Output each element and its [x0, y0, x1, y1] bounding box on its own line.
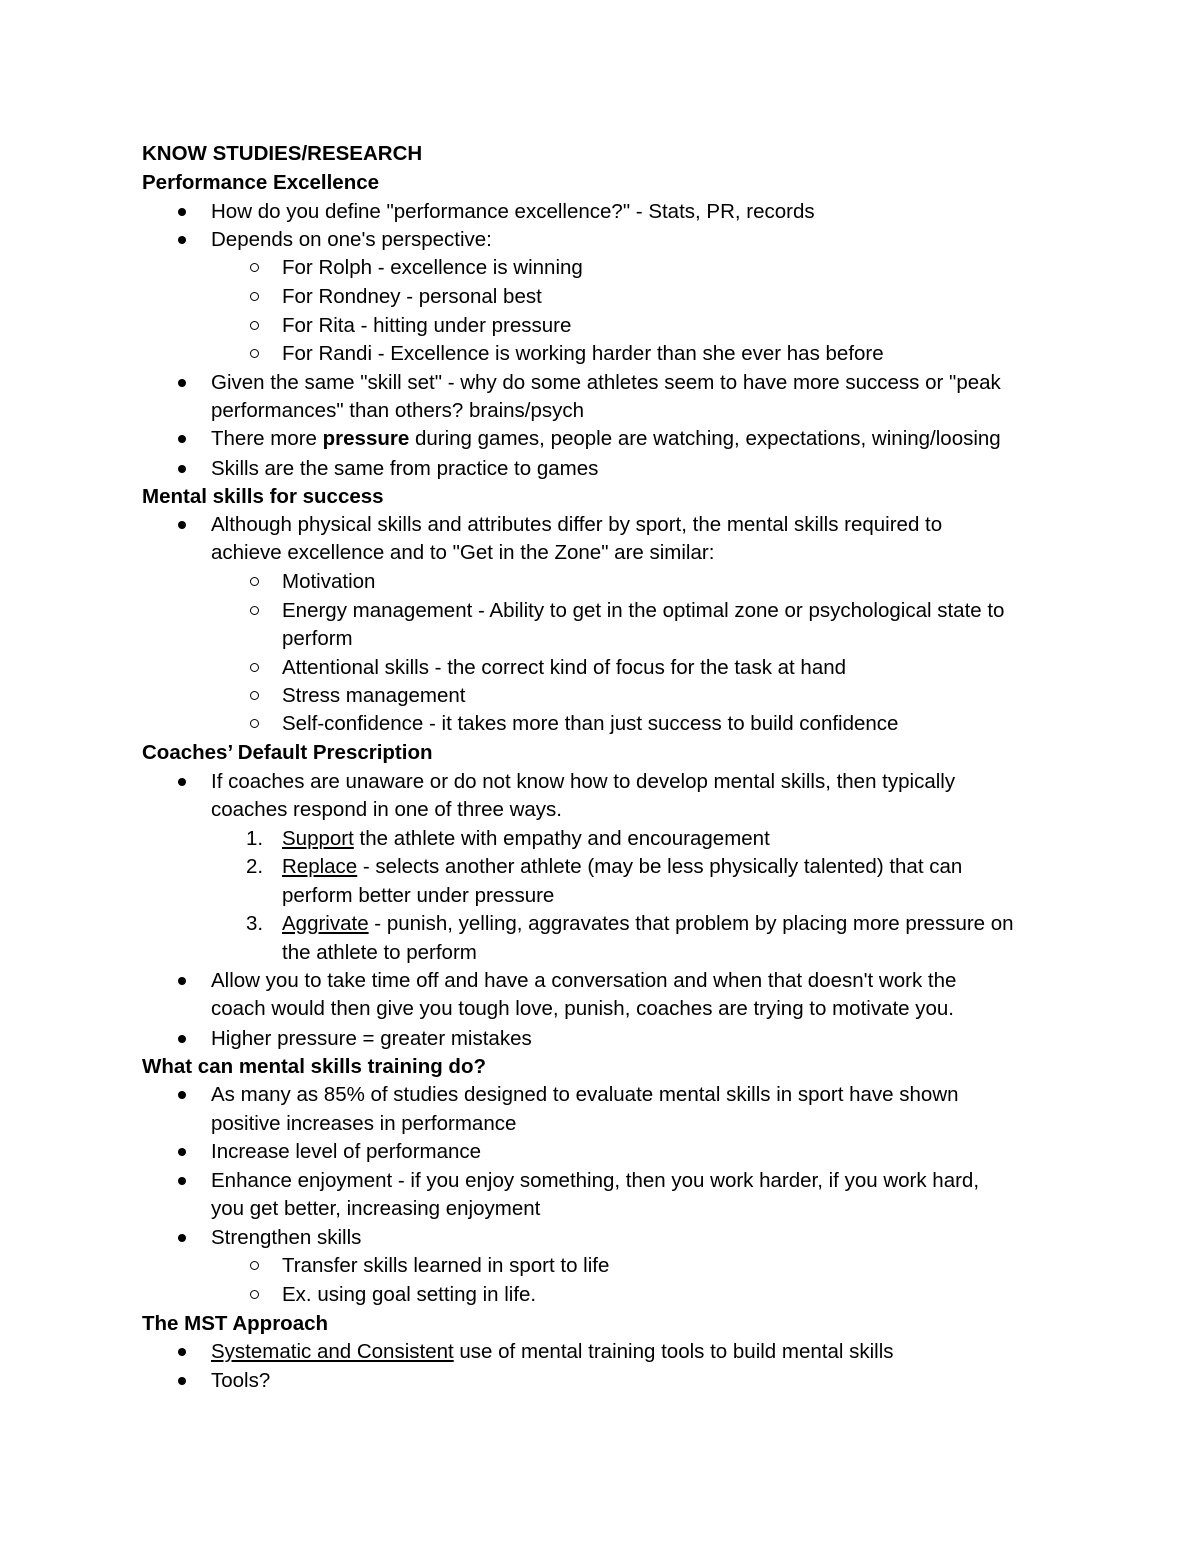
list-item: Skills are the same from practice to games: [0, 455, 1200, 483]
bullet-icon: [178, 208, 186, 216]
list-item: As many as 85% of studies designed to evaluate mental skills in sport have shown: [0, 1081, 1200, 1109]
list-item: Higher pressure = greater mistakes: [0, 1025, 1200, 1053]
hollow-bullet-icon: [250, 349, 259, 358]
hollow-bullet-icon: [250, 719, 259, 728]
list-item-continuation: you get better, increasing enjoyment: [211, 1197, 541, 1220]
numbered-item: 3. Aggrivate - punish, yelling, aggravates that problem by placing more pressure on: [246, 912, 1014, 935]
list-item: Given the same "skill set" - why do some athletes seem to have more success or "peak: [0, 369, 1200, 397]
list-item: Systematic and Consistent use of mental training tools to build mental skills: [0, 1338, 1200, 1366]
underlined-term: Aggrivate: [282, 912, 369, 935]
hollow-bullet-icon: [250, 263, 259, 272]
hollow-bullet-icon: [250, 663, 259, 672]
underlined-term: Replace: [282, 855, 358, 878]
bullet-icon: [178, 1177, 186, 1185]
hollow-bullet-icon: [250, 577, 259, 586]
hollow-bullet-icon: [250, 1290, 259, 1299]
hollow-bullet-icon: [250, 292, 259, 301]
underlined-term: Systematic and Consistent: [211, 1340, 454, 1363]
sub-list-item: Attentional skills - the correct kind of focus for the task at hand: [0, 654, 1200, 682]
bullet-icon: [178, 1148, 186, 1156]
sub-list-item: Stress management: [0, 682, 1200, 710]
list-item: If coaches are unaware or do not know how to develop mental skills, then typically: [0, 768, 1200, 796]
list-item: There more pressure during games, people are watching, expectations, wining/loosing: [0, 425, 1200, 453]
hollow-bullet-icon: [250, 321, 259, 330]
list-item-continuation: performances" than others? brains/psych: [211, 399, 585, 422]
hollow-bullet-icon: [250, 1261, 259, 1270]
numbered-item: 2. Replace - selects another athlete (may be less physically talented) that can: [246, 855, 963, 878]
list-item-continuation: coach would then give you tough love, punish, coaches are trying to motivate you.: [211, 997, 955, 1020]
bullet-icon: [178, 465, 186, 473]
list-item-continuation: achieve excellence and to "Get in the Zone" are similar:: [211, 541, 715, 564]
section-heading-performance: Performance Excellence: [142, 171, 380, 194]
list-item: Although physical skills and attributes differ by sport, the mental skills required to: [0, 511, 1200, 539]
numbered-item: 1. Support the athlete with empathy and encouragement: [246, 827, 770, 850]
bullet-icon: [178, 435, 186, 443]
sub-list-item: For Randi - Excellence is working harder than she ever has before: [0, 340, 1200, 368]
sub-list-item: Transfer skills learned in sport to life: [0, 1252, 1200, 1280]
bullet-icon: [178, 236, 186, 244]
hollow-bullet-icon: [250, 691, 259, 700]
bullet-icon: [178, 1091, 186, 1099]
list-item: Increase level of performance: [0, 1138, 1200, 1166]
section-heading-mst-benefits: What can mental skills training do?: [142, 1055, 486, 1078]
hollow-bullet-icon: [250, 606, 259, 615]
bullet-icon: [178, 1377, 186, 1385]
underlined-term: Support: [282, 827, 354, 850]
numbered-item-continuation: perform better under pressure: [282, 884, 555, 907]
list-item: Tools?: [0, 1367, 1200, 1395]
section-heading-mst-approach: The MST Approach: [142, 1312, 329, 1335]
sub-list-item: Motivation: [0, 568, 1200, 596]
sub-list-item-continuation: perform: [282, 627, 353, 650]
sub-list-item: Ex. using goal setting in life.: [0, 1281, 1200, 1309]
numbered-item-continuation: the athlete to perform: [282, 941, 477, 964]
bullet-icon: [178, 379, 186, 387]
bold-text: pressure: [322, 427, 410, 450]
bullet-icon: [178, 1348, 186, 1356]
list-item: Enhance enjoyment - if you enjoy something, then you work harder, if you work hard,: [0, 1167, 1200, 1195]
bullet-icon: [178, 977, 186, 985]
section-heading-mental-skills: Mental skills for success: [142, 485, 384, 508]
list-item: Strengthen skills: [0, 1224, 1200, 1252]
sub-list-item: Energy management - Ability to get in the optimal zone or psychological state to: [0, 597, 1200, 625]
sub-list-item: For Rolph - excellence is winning: [0, 254, 1200, 282]
bullet-icon: [178, 1234, 186, 1242]
bullet-icon: [178, 521, 186, 529]
sub-list-item: For Rita - hitting under pressure: [0, 312, 1200, 340]
bullet-icon: [178, 778, 186, 786]
list-item: Allow you to take time off and have a conversation and when that doesn't work the: [0, 967, 1200, 995]
list-item-continuation: positive increases in performance: [211, 1112, 517, 1135]
page-title: KNOW STUDIES/RESEARCH: [142, 142, 423, 165]
sub-list-item: Self-confidence - it takes more than just success to build confidence: [0, 710, 1200, 738]
list-item-continuation: coaches respond in one of three ways.: [211, 798, 562, 821]
list-item: How do you define "performance excellence?" - Stats, PR, records: [0, 198, 1200, 226]
sub-list-item: For Rondney - personal best: [0, 283, 1200, 311]
list-item: Depends on one's perspective:: [0, 226, 1200, 254]
section-heading-coaches: Coaches’ Default Prescription: [142, 741, 433, 764]
bullet-icon: [178, 1035, 186, 1043]
